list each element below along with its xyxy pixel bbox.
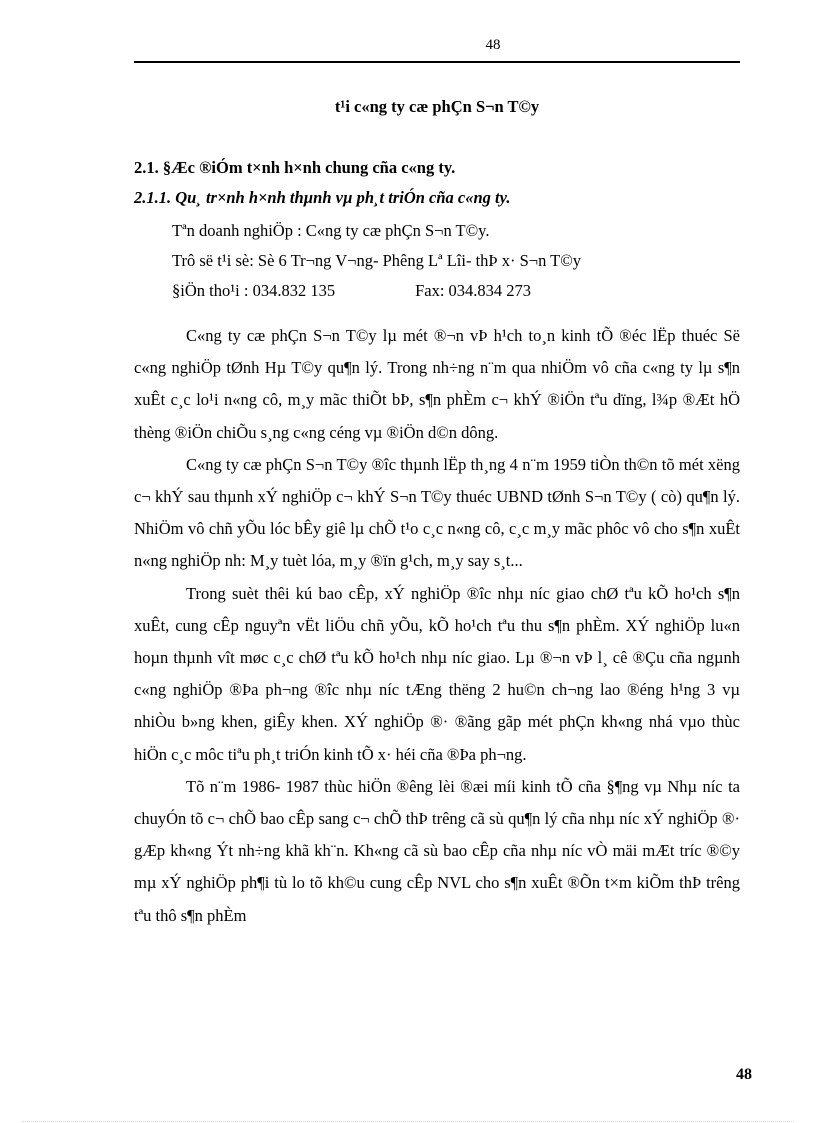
header-rule — [134, 61, 740, 63]
section-heading: 2.1. §Æc ®iÓm t×nh h×nh chung cña c«ng ty. — [134, 158, 456, 177]
document-title: t¹i c«ng ty cæ phÇn S¬n T©y — [334, 97, 540, 116]
header-page-number: 48 — [485, 37, 501, 53]
document-body — [134, 92, 740, 932]
paragraph: C«ng ty cæ phÇn S¬n T©y lµ mét ®¬n vÞ h¹ch to¸n kinh tÕ ®éc lËp thuéc Së c«ng nghiÖp tØnh Hµ T©y qu¶n lý. Trong nh÷ng n¨m qua nhiÖm vô cña c«ng ty lµ s¶n xuÊt c¸c lo¹i n«ng cô, m¸y mãc thiÕt bÞ, s¶n phÈm c¬ khÝ ®iÖn tªu dïng, l¾p ®Æt hÖ thèng ®iÖn chiÕu s¸ng c«ng céng vµ ®iÖn d©n dông. — [134, 326, 740, 442]
contact-line — [172, 276, 740, 306]
footer-page-number: 48 — [736, 1066, 752, 1083]
company-address-line: Trô së t¹i sè: Sè 6 Tr¬ng V¬ng- Phêng Lª Lîi- thÞ x· S¬n T©y — [172, 251, 582, 270]
paragraph: Tõ n¨m 1986- 1987 thùc hiÖn ®êng lèi ®æi míi kinh tÕ cña §¶ng vµ Nhµ níc ta chuyÓn tõ c¬ chÕ bao cÊp sang c¬ chÕ thÞ trêng cã sù qu¶n lý cña nhµ níc xÝ nghiÖp ®· gÆp kh«ng Ýt nh÷ng khã kh¨n. Kh«ng cã sù bao cÊp cña nhµ níc vÒ mäi mÆt tríc ®©y mµ xÝ nghiÖp ph¶i tù lo tõ kh©u cung cÊp NVL cho s¶n xuÊt ®Õn t×m kiÕm thÞ trêng tªu thô s¶n phÈm — [134, 776, 740, 925]
fax-number: Fax: 034.834 273 — [415, 281, 532, 300]
subsection-heading: 2.1.1. Qu¸ tr×nh h×nh thµnh vµ ph¸t triÓn cña c«ng ty. — [134, 188, 511, 207]
phone-number: §iÖn tho¹i : 034.832 135 — [172, 281, 336, 300]
company-name-line: Tªn doanh nghiÖp : C«ng ty cæ phÇn S¬n T©y. — [172, 221, 490, 240]
paragraph: C«ng ty cæ phÇn S¬n T©y ®îc thµnh lËp th¸ng 4 n¨m 1959 tiÒn th©n tõ mét xëng c¬ khÝ sau thµnh xÝ nghiÖp c¬ khÝ S¬n T©y thuéc UBND tØnh S¬n T©y ( cò) qu¶n lý. NhiÖm vô chñ yÕu lóc bÊy giê lµ chÕ t¹o c¸c n«ng cô, c¸c m¸y mãc phôc vô cho s¶n xuÊt n«ng nghiÖp nh: M¸y tuèt lóa, m¸y ®ïn g¹ch, m¸y say s¸t... — [134, 454, 740, 571]
paragraph: Trong suèt thêi kú bao cÊp, xÝ nghiÖp ®îc nhµ níc giao chØ tªu kÕ ho¹ch s¶n xuÊt, cung cÊp nguyªn vËt liÖu chñ yÕu, kÕ ho¹ch tªu thu s¶n phÈm. XÝ nghiÖp lu«n hoµn thµnh vît møc c¸c chØ tªu kÕ ho¹ch nhµ níc giao. Lµ ®¬n vÞ l¸ cê ®Çu cña ngµnh c«ng nghiÖp ®Þa ph¬ng ®îc nhµ níc tÆng thëng 2 hu©n ch¬ng lao ®éng h¹ng 3 vµ nhiÒu b»ng khen, giÊy khen. XÝ nghiÖp ®· ®ãng gãp mét phÇn kh«ng nhá vµo thùc hiÖn c¸c môc tiªu ph¸t triÓn kinh tÕ x· héi cña ®Þa ph¬ng. — [134, 583, 740, 764]
page-bottom-border — [22, 1121, 794, 1122]
